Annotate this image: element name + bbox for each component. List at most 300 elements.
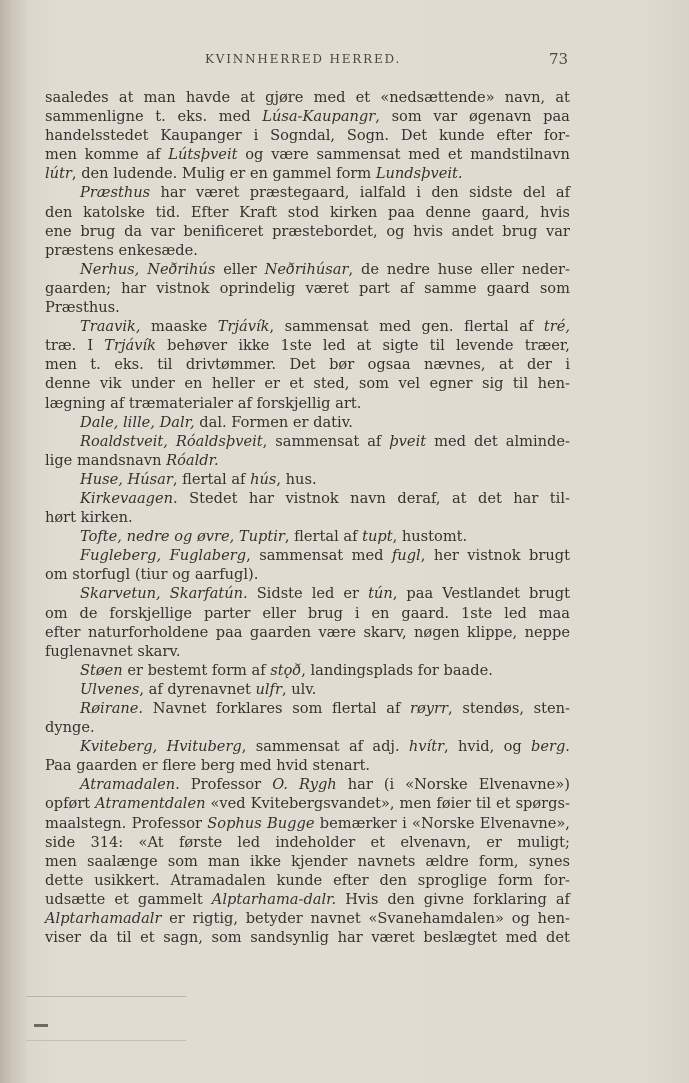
word: Det <box>400 127 428 145</box>
word: Elvenavne», <box>479 814 570 832</box>
word: været <box>305 279 349 297</box>
text-line <box>45 451 570 470</box>
page-edge-line-lower <box>26 1040 186 1041</box>
text-segment: , af dyrenavnet <box>139 680 256 698</box>
word: om <box>45 604 68 622</box>
text-line <box>45 623 570 642</box>
word: med <box>313 89 346 106</box>
word: þveit <box>389 432 427 450</box>
word: Sophus <box>207 814 262 832</box>
word: sammensat <box>275 432 360 450</box>
word: Alptarhama-dalr. <box>211 890 337 908</box>
word: Præsthus <box>80 184 151 202</box>
text-line <box>45 203 570 222</box>
word: eks. <box>177 108 208 126</box>
word: har <box>248 489 274 507</box>
word: vistnok <box>467 547 521 565</box>
word: men <box>45 146 77 164</box>
word: Roaldstveit, <box>80 432 168 450</box>
text-segment: , landingsplads for baade. <box>301 661 493 679</box>
word: første <box>178 833 223 851</box>
word: Lúsa-Kaupangr, <box>262 108 380 126</box>
word: behøver <box>167 337 228 355</box>
word: denne <box>425 203 471 221</box>
word: for- <box>543 127 570 145</box>
word: et <box>447 146 463 164</box>
word: komme <box>84 146 139 164</box>
word: sidste <box>469 184 513 202</box>
word: af <box>367 432 382 450</box>
word: sammenligne <box>45 108 144 126</box>
word: neder- <box>522 260 570 278</box>
text-line <box>45 661 570 680</box>
word: Kraft <box>239 203 278 221</box>
word: efter <box>496 127 532 145</box>
word: (i <box>383 776 395 794</box>
word: viser <box>45 929 82 947</box>
word: berg. <box>531 738 570 756</box>
running-head: KVINNHERRED HERRED. <box>205 52 402 66</box>
word: et <box>114 890 129 908</box>
text-line <box>45 737 570 756</box>
word: side <box>45 833 76 851</box>
word: hvítr, <box>408 738 449 756</box>
page-edge-line <box>26 996 186 997</box>
word: navnets <box>357 852 416 870</box>
word: maalstegn. <box>45 814 127 832</box>
italic-term: Huse, Húsar <box>80 470 173 488</box>
word: sten- <box>533 700 570 717</box>
word: stod <box>287 203 320 221</box>
word: vel <box>398 375 421 393</box>
word: Trjávík <box>104 337 156 355</box>
word: eller <box>480 260 515 278</box>
text-segment: , den ludende. Mulig er en gammel form <box>71 165 376 183</box>
text-line <box>45 756 570 775</box>
text-line <box>45 584 570 603</box>
word: med <box>408 146 441 164</box>
word: Fuglaberg, <box>169 547 251 565</box>
word: Vestlandet <box>442 585 520 603</box>
word: de <box>79 604 98 622</box>
word: sandsynlig <box>250 929 329 947</box>
word: 1ste <box>280 337 312 355</box>
word: med <box>351 547 384 565</box>
text-line <box>45 317 570 336</box>
word: til <box>475 795 492 813</box>
italic-term: lútr <box>45 165 72 183</box>
word: det <box>478 489 502 507</box>
word: led <box>504 604 527 622</box>
word: ældre <box>425 852 469 870</box>
text-line <box>45 642 570 661</box>
text-segment: præstens enkesæde. <box>45 241 198 259</box>
word: Navnet <box>152 700 207 717</box>
text-line <box>45 126 570 145</box>
word: har <box>337 929 363 947</box>
word: «nedsættende» <box>380 89 495 106</box>
word: været <box>371 929 415 947</box>
word: Professor <box>190 776 262 794</box>
word: hen- <box>537 910 570 928</box>
word: og <box>511 910 530 928</box>
word: flertal <box>464 318 509 336</box>
word: benificeret <box>183 222 264 240</box>
word: brug <box>307 604 343 622</box>
word: navnet <box>310 910 361 928</box>
word: er <box>486 833 502 851</box>
word: røyrr, <box>410 700 453 717</box>
word: heller <box>211 375 255 393</box>
text-line <box>45 546 570 565</box>
word: sagn, <box>163 929 203 947</box>
word: de <box>360 260 379 278</box>
word: maa <box>538 604 570 622</box>
word: med <box>434 432 466 450</box>
word: paa <box>406 585 434 603</box>
word: havde <box>185 89 231 106</box>
page-binding-edge <box>0 0 26 1083</box>
word: den <box>431 184 459 202</box>
text-line <box>45 413 570 432</box>
word: hvis <box>540 203 570 221</box>
word: givne <box>423 890 465 908</box>
word: paa <box>543 108 570 126</box>
word: hvis <box>413 222 443 240</box>
text-line <box>45 374 570 393</box>
word: var <box>433 108 458 126</box>
word: men <box>45 356 77 374</box>
word: vik <box>99 375 122 393</box>
word: at <box>498 356 514 374</box>
word: saaledes <box>45 89 109 106</box>
text-segment: Præsthus. <box>45 299 120 317</box>
word: som <box>358 375 389 393</box>
word: «Norske <box>412 814 475 832</box>
word: hvid, <box>457 738 495 756</box>
word: man <box>207 852 240 870</box>
word: nedre <box>386 260 430 278</box>
word: gaarden <box>249 623 312 641</box>
word: form, <box>478 852 519 870</box>
word: en <box>371 604 390 622</box>
word: Fugleberg, <box>80 547 162 565</box>
word: gaarden; <box>45 279 112 297</box>
word: et <box>140 929 155 947</box>
word: og <box>245 146 264 164</box>
word: men <box>45 852 77 870</box>
word: at <box>240 89 255 106</box>
word: det <box>473 432 498 450</box>
word: Røirane. <box>80 700 144 717</box>
text-line <box>45 260 570 279</box>
italic-term: Dale, lille, Dalr, <box>80 413 195 431</box>
text-line <box>45 909 570 928</box>
word: da <box>124 222 143 240</box>
text-segment: Paa gaarden er flere berg med hvid stenart. <box>45 757 371 775</box>
word: Elvenavne») <box>478 776 570 794</box>
text-line <box>45 928 570 947</box>
word: t. <box>155 108 166 126</box>
word: vistnok <box>156 279 210 297</box>
text-line <box>45 604 570 623</box>
word: Skarfatún. <box>169 585 248 603</box>
body-text <box>45 88 570 947</box>
word: beslægtet <box>423 929 497 947</box>
text-line <box>45 298 570 317</box>
word: for- <box>543 871 570 889</box>
word: Atramadalen <box>170 871 266 889</box>
page-number: 73 <box>549 50 569 68</box>
word: øgenavn <box>468 108 532 126</box>
word: form <box>497 871 533 889</box>
word: var <box>545 222 570 240</box>
word: parter <box>203 604 251 622</box>
text-segment: er bestemt form af <box>122 661 271 679</box>
word: er <box>264 375 280 393</box>
word: navn <box>350 489 386 507</box>
word: under <box>131 375 175 393</box>
word: Neðrihúsar, <box>264 260 354 278</box>
word: muligt; <box>517 833 570 851</box>
word: gen. <box>421 318 454 336</box>
word: gaard, <box>481 203 530 221</box>
word: gammelt <box>137 890 203 908</box>
text-segment: hørt kirken. <box>45 509 133 527</box>
word: O. <box>272 776 288 794</box>
word: usikkert. <box>94 871 160 889</box>
word: 1ste <box>460 604 493 622</box>
word: af <box>519 318 534 336</box>
word: af <box>555 184 570 202</box>
word: Bugge <box>267 814 315 832</box>
word: er <box>343 585 360 603</box>
word: har <box>347 776 373 794</box>
word: «Svanehamdalen» <box>368 910 504 928</box>
word: naturforholdene <box>87 623 209 641</box>
word: efter <box>45 623 81 641</box>
word: at <box>451 489 467 507</box>
word: handelsstedet <box>45 127 149 145</box>
word: paa <box>215 623 243 641</box>
word: men <box>399 795 432 813</box>
word: tré, <box>543 318 570 336</box>
word: Kaupanger <box>160 127 242 145</box>
word: det <box>546 929 570 947</box>
word: være <box>318 623 357 641</box>
word: af <box>348 738 364 756</box>
word: og <box>503 738 522 756</box>
word: præstebordet, <box>272 222 378 240</box>
word: at <box>555 89 570 106</box>
word: Rygh <box>298 776 337 794</box>
word: den <box>387 890 415 908</box>
word: vistnok <box>285 489 339 507</box>
word: 314: <box>90 833 124 851</box>
word: Alptarhamadalr <box>45 910 162 928</box>
word: den <box>45 203 73 221</box>
word: del <box>522 184 546 202</box>
text-line <box>45 718 570 737</box>
word: «Norske <box>405 776 468 794</box>
word: neppe <box>524 623 570 641</box>
text-segment: , flertal af <box>172 470 251 488</box>
word: Efter <box>190 203 229 221</box>
word: til- <box>549 489 570 507</box>
word: klippe, <box>467 623 518 641</box>
text-line <box>45 241 570 260</box>
word: hen- <box>537 375 570 393</box>
word: nævnes, <box>424 356 486 374</box>
word: denne <box>45 375 91 393</box>
word: oprindelig <box>219 279 296 297</box>
word: eller <box>262 604 296 622</box>
word: mandstilnavn <box>470 146 570 164</box>
word: Sogndal, <box>270 127 335 145</box>
word: indeholder <box>275 833 356 851</box>
word: brug <box>502 222 538 240</box>
text-line <box>45 794 570 813</box>
italic-term: tupt <box>362 528 393 546</box>
text-segment: , ulv. <box>281 680 317 698</box>
text-line <box>45 336 570 355</box>
text-segment: dal. Formen er dativ. <box>194 413 353 431</box>
text-segment: lægning af træmaterialer af forskjellig art. <box>45 394 362 412</box>
text-line <box>45 489 570 508</box>
word: med <box>379 318 411 336</box>
word: paa <box>388 203 415 221</box>
word: efter <box>333 871 369 889</box>
word: Róaldsþveit, <box>175 432 268 450</box>
word: har <box>121 279 147 297</box>
text-line <box>45 222 570 241</box>
page-header <box>0 50 689 72</box>
word: Hvituberg, <box>166 738 247 756</box>
word: var <box>150 222 175 240</box>
word: adj. <box>372 738 400 756</box>
word: nøgen <box>414 623 460 641</box>
word: med <box>218 108 251 126</box>
word: spørgs- <box>515 795 570 813</box>
word: tid. <box>155 203 181 221</box>
text-line <box>45 508 570 527</box>
italic-term: Støen <box>80 661 123 679</box>
text-segment: , hustomt. <box>392 528 468 546</box>
word: flertal <box>332 700 377 717</box>
text-line <box>45 871 570 890</box>
word: Neðrihús <box>147 260 216 278</box>
word: dette <box>45 871 84 889</box>
word: levende <box>455 337 514 355</box>
text-segment: om storfugl (tiur og aarfugl). <box>45 566 259 584</box>
text-line <box>45 890 570 909</box>
word: Lútsþveit <box>168 146 238 164</box>
word: brug <box>80 222 116 240</box>
text-line <box>45 833 570 852</box>
text-line <box>45 145 570 164</box>
word: opført <box>45 795 91 813</box>
word: Stedet <box>189 489 238 507</box>
word: kjender <box>291 852 348 870</box>
word: sigte <box>382 337 419 355</box>
word: forskjellige <box>109 604 193 622</box>
text-segment: dynge. <box>45 719 95 737</box>
margin-mark <box>34 1024 48 1027</box>
word: Trjávík, <box>217 318 275 336</box>
word: der <box>526 356 552 374</box>
word: Professor <box>131 814 202 832</box>
word: i <box>565 356 570 374</box>
italic-term: Róaldr. <box>166 451 219 469</box>
text-segment: , flertal af <box>284 528 363 546</box>
word: andet <box>451 222 494 240</box>
word: Kirkevaagen. <box>80 489 178 507</box>
text-line <box>45 107 570 126</box>
word: være <box>271 146 309 164</box>
word: gaard. <box>401 604 450 622</box>
word: udsætte <box>45 890 106 908</box>
word: været <box>195 184 240 202</box>
text-segment: lige mandsnavn <box>45 451 167 469</box>
word: tún, <box>368 585 398 603</box>
word: i <box>416 184 421 202</box>
word: Kviteberg, <box>80 738 158 756</box>
word: og <box>386 222 405 240</box>
text-line <box>45 680 570 699</box>
word: Hvis <box>345 890 379 908</box>
word: drivtømmer. <box>185 356 277 374</box>
word: her <box>433 547 459 565</box>
word: i <box>253 127 259 145</box>
word: huse <box>437 260 473 278</box>
italic-term: Lundsþveit. <box>375 165 463 183</box>
italic-term: Tofte, nedre og øvre, Tuptir <box>80 528 285 546</box>
word: kirken <box>329 203 378 221</box>
word: brugt <box>529 547 570 565</box>
word: «ved <box>210 795 246 813</box>
word: af <box>555 890 570 908</box>
italic-term: stǫð <box>270 661 302 679</box>
word: sammensat <box>316 146 401 164</box>
text-line <box>45 565 570 584</box>
word: præstegaard, <box>249 184 350 202</box>
word: kunde <box>438 127 485 145</box>
word: sproglige <box>417 871 488 889</box>
word: Sogn. <box>346 127 390 145</box>
text-line <box>45 432 570 451</box>
word: brugt <box>529 585 570 603</box>
text-line <box>45 355 570 374</box>
word: træer, <box>524 337 570 355</box>
word: alminde- <box>505 432 570 450</box>
word: gaard <box>486 279 530 297</box>
word: ikke <box>238 337 270 355</box>
word: af <box>146 146 161 164</box>
word: synes <box>528 852 570 870</box>
word: ialfald <box>359 184 406 202</box>
word: eller <box>223 260 257 278</box>
word: med <box>505 929 538 947</box>
word: rigtig, <box>192 910 238 928</box>
word: Skarvetun, <box>80 585 161 603</box>
word: sammensat <box>259 547 344 565</box>
word: Traavik, <box>80 318 141 336</box>
word: egner <box>429 375 473 393</box>
word: samme <box>424 279 477 297</box>
word: katolske <box>83 203 145 221</box>
word: forklaring <box>473 890 547 908</box>
word: som <box>167 852 198 870</box>
